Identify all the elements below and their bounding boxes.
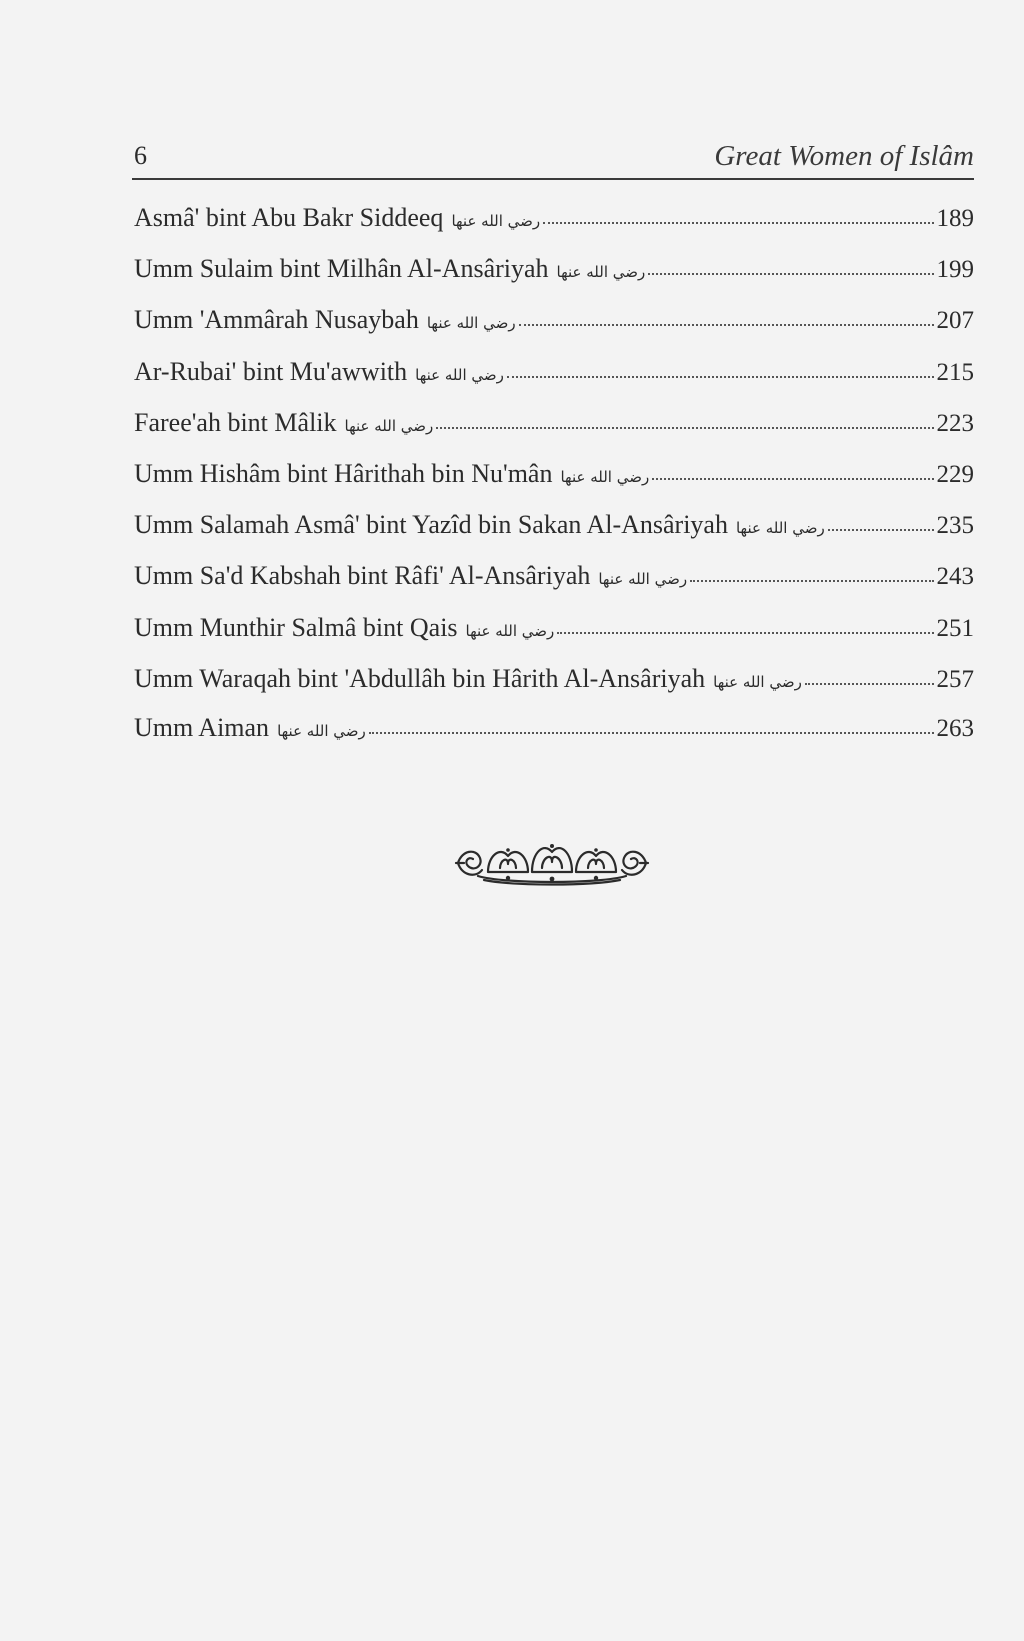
toc-entry-page: 223 bbox=[936, 409, 974, 437]
toc-entry[interactable] bbox=[134, 397, 974, 448]
toc-entry-honorific: رضي الله عنها bbox=[415, 365, 504, 384]
dot-leader bbox=[828, 529, 934, 531]
toc-entry-honorific: رضي الله عنها bbox=[560, 467, 650, 486]
toc-entry-page: 215 bbox=[936, 358, 974, 386]
toc-entry-name: Umm Aiman bbox=[134, 712, 270, 742]
dot-leader bbox=[519, 324, 934, 326]
dot-leader bbox=[507, 376, 934, 378]
table-of-contents bbox=[134, 192, 974, 752]
toc-entry-honorific: رضي الله عنها bbox=[556, 263, 646, 282]
page-header bbox=[132, 138, 974, 180]
arabesque-ornament-icon bbox=[454, 838, 650, 888]
toc-entry-page: 189 bbox=[936, 205, 974, 232]
toc-entry-name: Umm Waraqah bint 'Abdullâh bin Hârith Al-Ansâriyah bbox=[134, 663, 706, 693]
dot-leader bbox=[543, 222, 933, 224]
toc-entry-name: Umm Munthir Salmâ bint Qais bbox=[134, 612, 458, 642]
running-title: Great Women of Islâm bbox=[714, 140, 974, 172]
toc-entry-honorific: رضي الله عنها bbox=[277, 721, 366, 740]
dot-leader bbox=[369, 732, 934, 734]
toc-entry-honorific: رضي الله عنها bbox=[451, 212, 541, 230]
dot-leader bbox=[652, 478, 933, 480]
toc-entry[interactable] bbox=[134, 602, 974, 653]
toc-entry-name: Faree'ah bint Mâlik bbox=[134, 407, 337, 437]
toc-entry-page: 229 bbox=[936, 460, 974, 488]
dot-leader bbox=[557, 632, 933, 634]
toc-entry[interactable] bbox=[134, 192, 974, 243]
toc-entry-page: 207 bbox=[936, 307, 974, 335]
toc-entry[interactable] bbox=[134, 346, 974, 397]
toc-entry-honorific: رضي الله عنها bbox=[426, 314, 516, 333]
toc-entry[interactable] bbox=[134, 653, 974, 704]
toc-entry-honorific: رضي الله عنها bbox=[735, 519, 825, 538]
toc-entry-name: Umm Hishâm bint Hârithah bin Nu'mân bbox=[134, 458, 553, 488]
toc-entry-page: 263 bbox=[936, 714, 974, 742]
toc-entry[interactable] bbox=[134, 499, 974, 550]
toc-entry-page: 199 bbox=[936, 256, 974, 284]
toc-entry-name: Umm Sulaim bint Milhân Al-Ansâriyah bbox=[134, 254, 549, 284]
toc-entry[interactable] bbox=[134, 243, 974, 294]
toc-entry-name: Umm Salamah Asmâ' bint Yazîd bin Sakan Al-Ansâriyah bbox=[134, 510, 728, 540]
toc-entry-page: 235 bbox=[936, 512, 974, 540]
toc-entry-name: Umm Sa'd Kabshah bint Râfi' Al-Ansâriyah bbox=[134, 561, 591, 591]
toc-entry[interactable] bbox=[134, 448, 974, 499]
dot-leader bbox=[436, 427, 933, 429]
toc-entry[interactable] bbox=[134, 704, 974, 752]
dot-leader bbox=[805, 683, 934, 685]
toc-entry-honorific: رضي الله عنها bbox=[713, 672, 802, 691]
toc-entry[interactable] bbox=[134, 294, 974, 345]
toc-entry-page: 243 bbox=[936, 563, 974, 591]
toc-entry-page: 251 bbox=[936, 614, 974, 642]
dot-leader bbox=[690, 580, 933, 582]
toc-entry-honorific: رضي الله عنها bbox=[344, 416, 434, 435]
toc-entry[interactable] bbox=[134, 550, 974, 601]
toc-entry-name: Asmâ' bint Abu Bakr Siddeeq bbox=[134, 203, 444, 232]
toc-entry-honorific: رضي الله عنها bbox=[598, 570, 688, 589]
dot-leader bbox=[648, 273, 933, 275]
page-number: 6 bbox=[134, 141, 147, 170]
toc-entry-name: Umm 'Ammârah Nusaybah bbox=[134, 305, 419, 335]
toc-entry-name: Ar-Rubai' bint Mu'awwith bbox=[134, 356, 408, 386]
toc-entry-honorific: رضي الله عنها bbox=[465, 621, 555, 640]
toc-entry-page: 257 bbox=[936, 665, 974, 693]
